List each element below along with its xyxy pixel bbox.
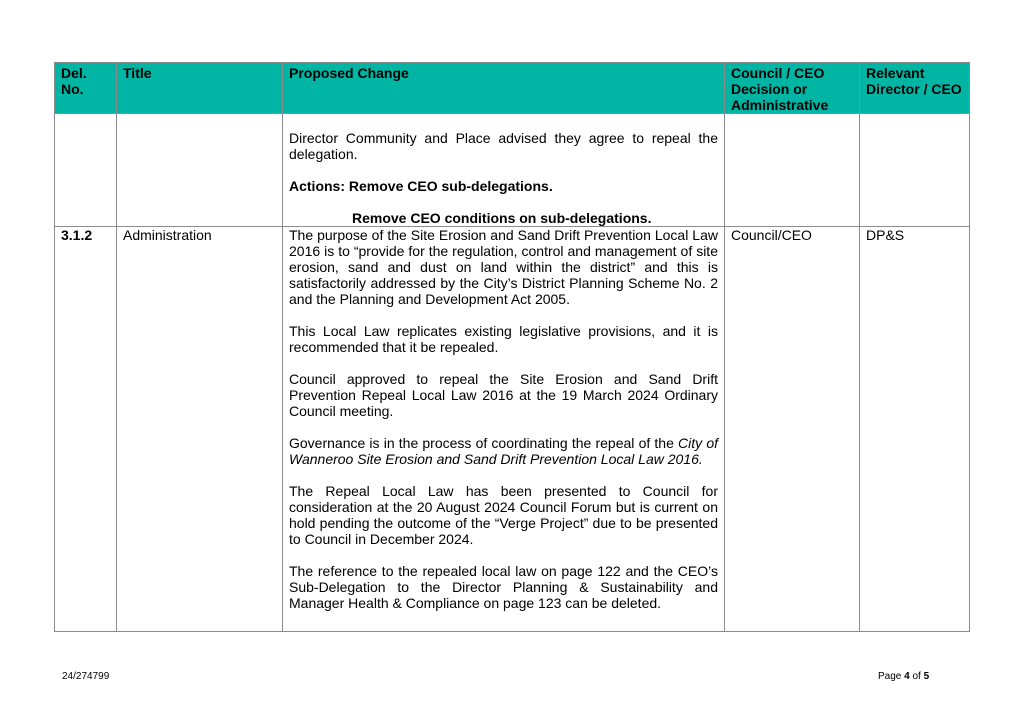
header-decision-line2: Decision or: [731, 81, 808, 97]
row1-decision: [725, 114, 860, 227]
header-director: [860, 63, 970, 114]
header-del-no: [55, 63, 117, 114]
row2-paragraph-2: This Local Law replicates existing legislative provisions, and it is recommended that it be repealed.: [289, 323, 718, 355]
table-row: [55, 114, 970, 227]
row2-paragraph-3: Council approved to repeal the Site Erosion and Sand Drift Prevention Repeal Local Law 2016 at the 19 March 2024 Ordinary Council meeting.: [289, 371, 718, 419]
header-title: Title: [117, 63, 283, 114]
header-director-line1: Relevant: [866, 65, 925, 81]
current-page: 4: [904, 671, 910, 682]
row1-proposed-change: [283, 114, 725, 227]
row1-title: [117, 114, 283, 227]
row2-paragraph-6: The reference to the repealed local law on page 122 and the CEO’s Sub-Delegation to the Director Planning & Sustainability and Manager Health & Compliance on page 123 can be deleted.: [289, 563, 718, 611]
row2-title: Administration: [117, 227, 283, 632]
row1-paragraph: Director Community and Place advised they agree to repeal the delegation.: [289, 130, 718, 162]
row1-director: [860, 114, 970, 227]
table-row: [55, 227, 970, 632]
header-proposed-change: Proposed Change: [283, 63, 725, 114]
total-pages: 5: [923, 671, 930, 682]
header-decision: [725, 63, 860, 114]
row2-decision: Council/CEO: [725, 227, 860, 632]
row2-paragraph-4: Governance is in the process of coordinating the repeal of the City of Wanneroo Site Erosion and Sand Drift Prevention Local Law 2016.: [289, 435, 718, 467]
header-decision-line1: Council / CEO: [731, 65, 825, 81]
delegations-table: [54, 62, 970, 632]
row1-actions-line2: Remove CEO conditions on sub-delegations.: [352, 210, 652, 226]
header-del-no-line2: No.: [61, 81, 84, 97]
row2-proposed-change: [283, 227, 725, 632]
document-reference: 24/274799: [62, 671, 110, 682]
row1-actions-line1: Actions: Remove CEO sub-delegations.: [289, 178, 553, 194]
row2-director: DP&S: [860, 227, 970, 632]
header-row: [55, 63, 970, 114]
header-decision-line3: Administrative: [731, 97, 829, 113]
row2-del-no: 3.1.2: [55, 227, 117, 632]
local-law-name: City of Wanneroo Site Erosion and Sand Drift Prevention Local Law 2016.: [289, 435, 718, 467]
header-director-line2: Director / CEO: [866, 81, 962, 97]
row2-paragraph-1: The purpose of the Site Erosion and Sand Drift Prevention Local Law 2016 is to “provide for the regulation, control and management of site erosion, sand and dust on land within the district” and this is satisfactorily addressed by the City’s District Planning Scheme No. 2 and the Planning and Development Act 2005.: [289, 227, 718, 307]
header-del-no-line1: Del.: [61, 65, 87, 81]
page-number: Page 4 of 5: [878, 671, 930, 682]
row2-paragraph-5: The Repeal Local Law has been presented to Council for consideration at the 20 August 2024 Council Forum but is current on hold pending the outcome of the “Verge Project” due to be presented to Council in December 2024.: [289, 483, 718, 547]
row1-del-no: [55, 114, 117, 227]
